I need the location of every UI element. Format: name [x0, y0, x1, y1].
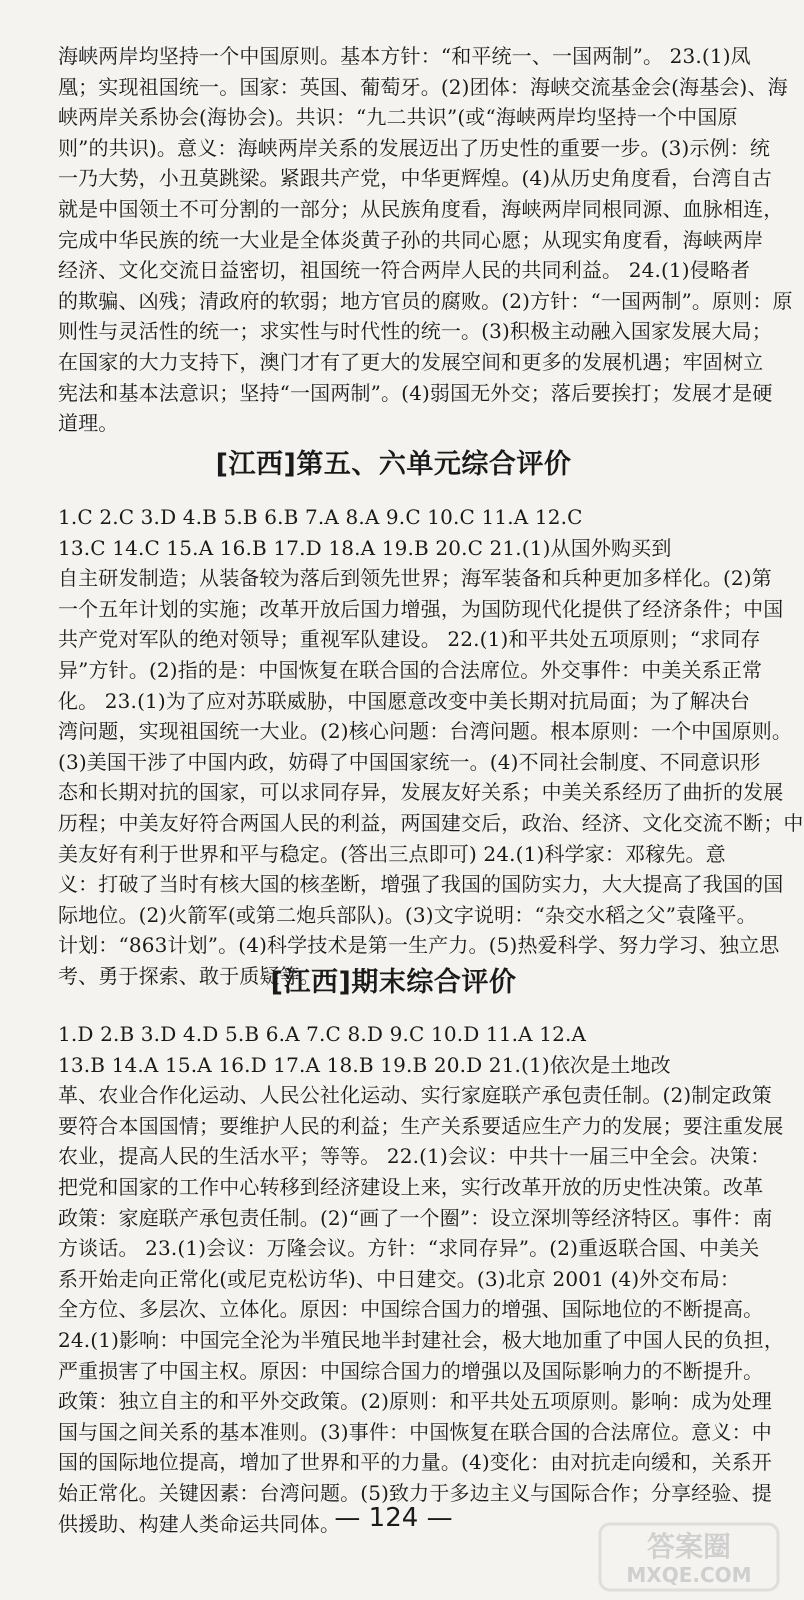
- text-line: 历程；中美友好符合两国人民的利益，两国建交后，政治、经济、文化交流不断；中: [58, 810, 804, 835]
- answer-line: 13.B 14.A 15.A 16.D 17.A 18.B 19.B 20.D 21.(1)依次是土地改: [58, 1052, 671, 1077]
- text-line: 道理。: [58, 411, 119, 436]
- text-line: 一乃大势，小丑莫跳梁。紧跟共产党，中华更辉煌。(4)从历史角度看，台湾自古: [58, 166, 772, 191]
- watermark-logo: [598, 1522, 780, 1592]
- answer-line: 1.C 2.C 3.D 4.B 5.B 6.B 7.A 8.A 9.C 10.C 11.A 12.C: [58, 505, 583, 529]
- section-1-text: [58, 41, 793, 439]
- text-line: 凰；实现祖国统一。国家：英国、葡萄牙。(2)团体：海峡交流基金会(海基会)、海: [58, 74, 788, 99]
- text-line: 际地位。(2)火箭军(或第二炮兵部队)。(3)文字说明：“杂交水稻之父”袁隆平。: [58, 902, 757, 927]
- text-line: 要符合本国国情；要维护人民的利益；生产关系要适应生产力的发展；要注重发展: [58, 1113, 784, 1138]
- text-line: 政策：家庭联产承包责任制。(2)“画了一个圈”：设立深圳等经济特区。事件：南: [58, 1205, 773, 1230]
- section-2-text: [58, 502, 804, 992]
- text-line: 政策：独立自主的和平外交政策。(2)原则：和平共处五项原则。影响：成为处理: [58, 1389, 772, 1414]
- svg-text:答案圈: 答案圈: [646, 1530, 732, 1563]
- text-line: 异”方针。(2)指的是：中国恢复在联合国的合法席位。外交事件：中美关系正常: [58, 657, 763, 682]
- text-line: 全方位、多层次、立体化。原因：中国综合国力的增强、国际地位的不断提高。: [58, 1297, 764, 1322]
- text-line: 海峡两岸均坚持一个中国原则。基本方针：“和平统一、一国两制”。 23.(1)凤: [58, 44, 751, 68]
- text-line: 峡两岸关系协会(海协会)。共识：“九二共识”(或“海峡两岸均坚持一个中国原: [58, 105, 738, 130]
- text-line: 则”的共识)。意义：海峡两岸关系的发展迈出了历史性的重要一步。(3)示例：统: [58, 135, 771, 160]
- text-line: 共产党对军队的绝对领导；重视军队建设。 22.(1)和平共处五项原则；“求同存: [58, 627, 761, 652]
- text-line: 义：打破了当时有核大国的核垄断，增强了我国的国防实力，大大提高了我国的国: [58, 872, 784, 897]
- page-number: — 124 —: [334, 1503, 453, 1533]
- text-line: 农业，提高人民的生活水平；等等。 22.(1)会议：中共十一届三中全会。决策：: [58, 1144, 771, 1169]
- text-line: 计划：“863计划”。(4)科学技术是第一生产力。(5)热爱科学、努力学习、独立思: [58, 933, 780, 958]
- text-line: 一个五年计划的实施；改革开放后国力增强，为国防现代化提供了经济条件；中国: [58, 596, 784, 621]
- text-line: 考、勇于探索、敢于质疑等。: [58, 963, 320, 988]
- text-line: 就是中国领土不可分割的一部分；从民族角度看，海峡两岸同根同源、血脉相连，: [58, 196, 784, 221]
- text-line: 国与国之间关系的基本准则。(3)事件：中国恢复在联合国的合法席位。意义：中: [58, 1419, 772, 1444]
- answer-line: 1.D 2.B 3.D 4.D 5.B 6.A 7.C 8.D 9.C 10.D 11.A 12.A: [58, 1022, 587, 1046]
- text-line: 的欺骗、凶残；清政府的软弱；地方官员的腐败。(2)方针：“一国两制”。原则：原: [58, 288, 793, 313]
- text-line: 经济、文化交流日益密切，祖国统一符合两岸人民的共同利益。 24.(1)侵略者: [58, 258, 751, 283]
- text-line: 自主研发制造；从装备较为落后到领先世界；海军装备和兵种更加多样化。(2)第: [58, 566, 772, 591]
- text-line: 始正常化。关键因素：台湾问题。(5)致力于多边主义与国际合作；分享经验、提: [58, 1480, 772, 1505]
- text-line: 则性与灵活性的统一；求实性与时代性的统一。(3)积极主动融入国家发展大局；: [58, 319, 772, 344]
- text-line: (3)美国干涉了中国内政，妨碍了中国国家统一。(4)不同社会制度、不同意识形: [58, 749, 761, 774]
- text-line: 湾问题，实现祖国统一大业。(2)核心问题：台湾问题。根本原则：一个中国原则。: [58, 719, 793, 744]
- text-line: 宪法和基本法意识；坚持“一国两制”。(4)弱国无外交；落后要挨打；发展才是硬: [58, 380, 773, 405]
- text-line: 系开始走向正常化(或尼克松访华)、中日建交。(3)北京 2001 (4)外交布局：: [58, 1266, 741, 1291]
- text-line: 24.(1)影响：中国完全沦为半殖民地半封建社会，极大地加重了中国人民的负担，: [58, 1327, 784, 1352]
- text-line: 在国家的大力支持下，澳门才有了更大的发展空间和更多的发展机遇；牢固树立: [58, 349, 764, 374]
- text-line: 国的国际地位提高，增加了世界和平的力量。(4)变化：由对抗走向缓和，关系开: [58, 1450, 772, 1475]
- text-line: 供援助、构建人类命运共同体。: [58, 1511, 341, 1536]
- section-3-heading: [江西]期末综合评价: [270, 967, 517, 998]
- answer-line: 13.C 14.C 15.A 16.B 17.D 18.A 19.B 20.C 21.(1)从国外购买到: [58, 535, 672, 560]
- text-line: 化。 23.(1)为了应对苏联威胁，中国愿意改变中美长期对抗局面；为了解决台: [58, 688, 751, 713]
- section-2-heading: [江西]第五、六单元综合评价: [215, 449, 572, 480]
- text-line: 美友好有利于世界和平与稳定。(答出三点即可) 24.(1)科学家：邓稼先。意: [58, 841, 726, 866]
- svg-text:MXQE.COM: MXQE.COM: [626, 1563, 752, 1587]
- text-line: 完成中华民族的统一大业是全体炎黄子孙的共同心愿；从现实角度看，海峡两岸: [58, 227, 764, 252]
- section-3-text: [58, 1019, 784, 1539]
- text-line: 严重损害了中国主权。原因：中国综合国力的增强以及国际影响力的不断提升。: [58, 1358, 764, 1383]
- text-line: 态和长期对抗的国家，可以求同存异，发展友好关系；中美关系经历了曲折的发展: [58, 780, 784, 805]
- text-line: 方谈话。 23.(1)会议：万隆会议。方针：“求同存异”。(2)重返联合国、中美关: [58, 1236, 760, 1261]
- text-line: 革、农业合作化运动、人民公社化运动、实行家庭联产承包责任制。(2)制定政策: [58, 1083, 772, 1108]
- text-line: 把党和国家的工作中心转移到经济建设上来，实行改革开放的历史性决策。改革: [58, 1174, 764, 1199]
